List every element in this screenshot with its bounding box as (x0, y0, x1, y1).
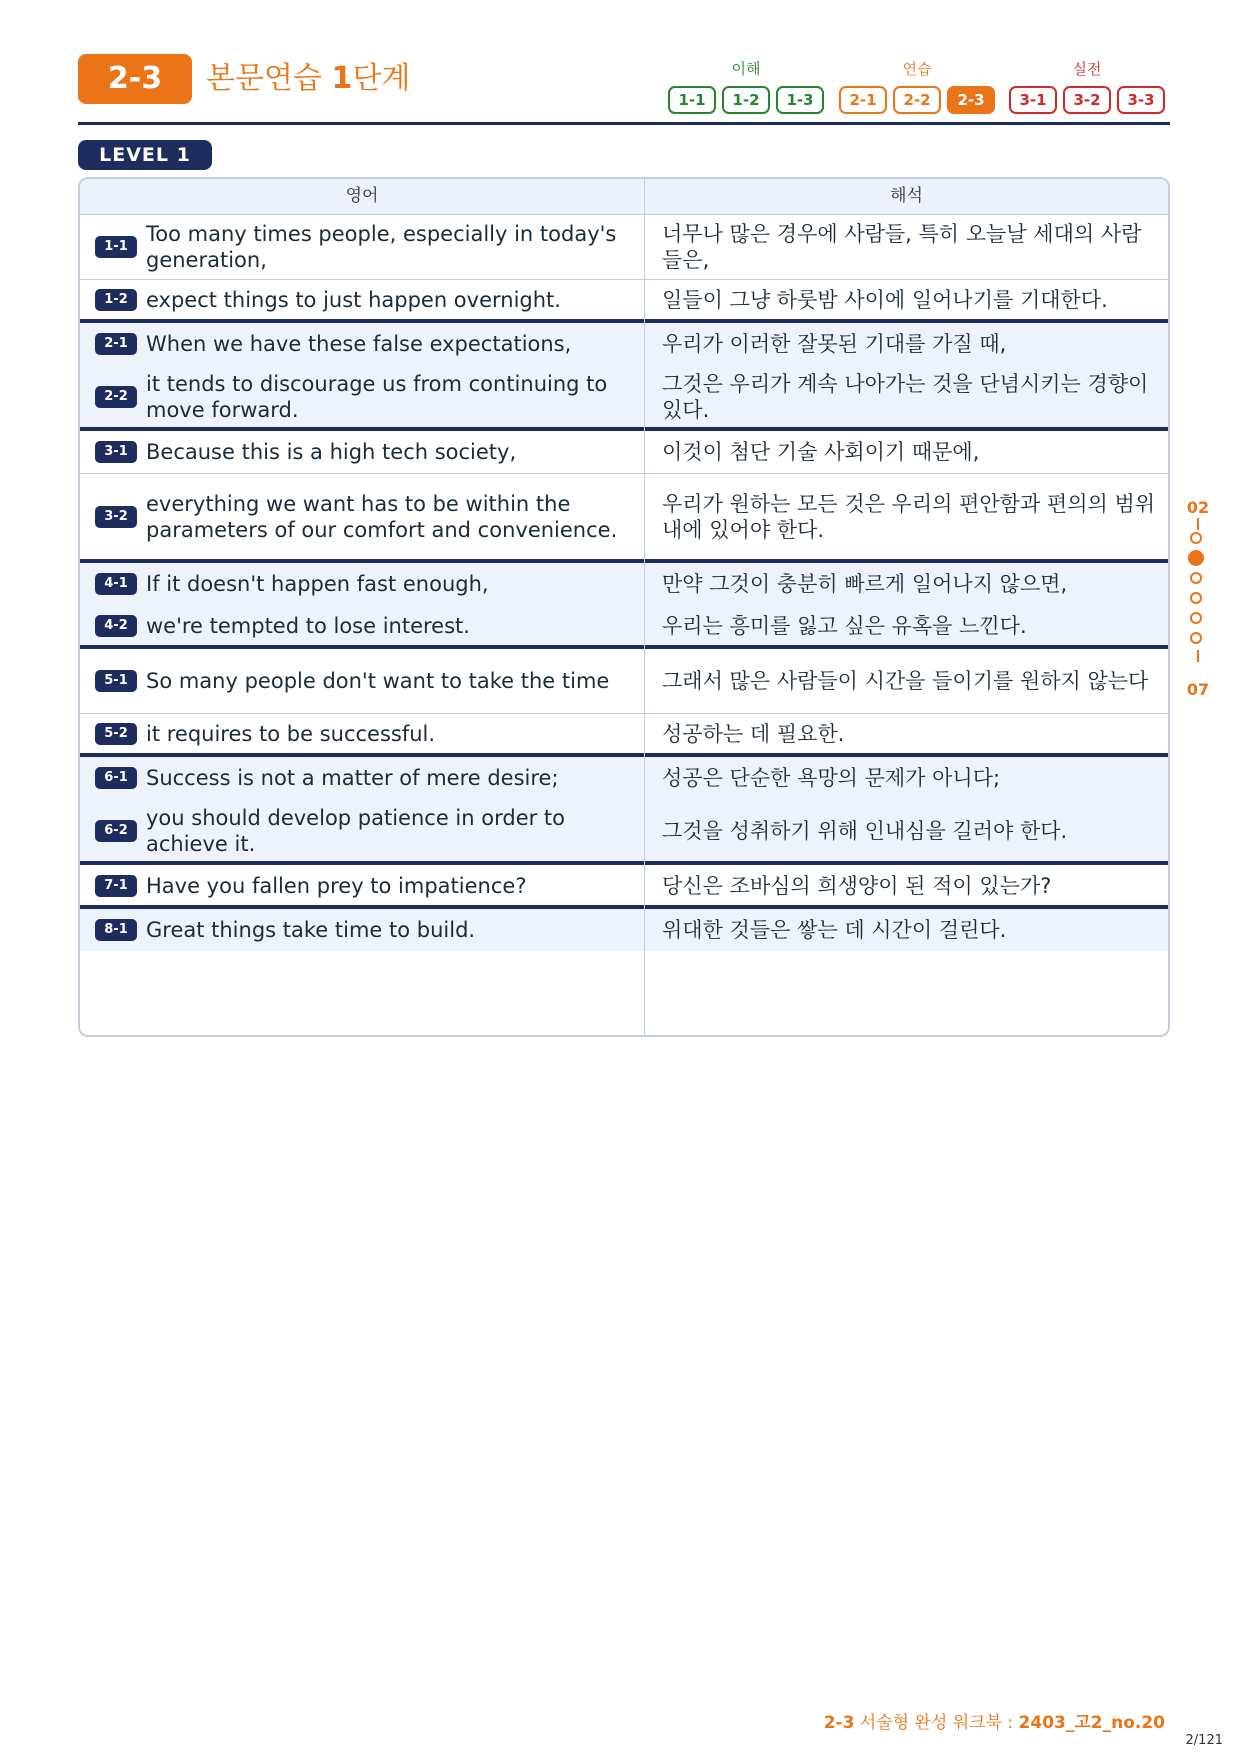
footer-code: 2403_고2_no.20 (1018, 1713, 1165, 1733)
english-sentence: everything we want has to be within the parameters of our comfort and convenience. (146, 492, 618, 542)
english-sentence: expect things to just happen overnight. (146, 288, 561, 312)
korean-translation: 성공하는 데 필요한. (662, 722, 845, 746)
step-group-label-exam: 실전 (1072, 60, 1102, 78)
section-badge: 2-3 (78, 54, 192, 104)
english-sentence: it requires to be successful. (146, 722, 436, 746)
korean-translation: 성공은 단순한 욕망의 문제가 아니다; (662, 766, 1001, 790)
page-title (206, 56, 410, 102)
step-button-1-1[interactable]: 1-1 (668, 86, 716, 114)
title-prefix: 본문연습 (206, 61, 332, 96)
footer-workbook: 서술형 완성 워크북 : (854, 1713, 1019, 1733)
side-nav-dot[interactable] (1190, 592, 1202, 604)
column-divider (644, 179, 645, 1035)
step-button-1-3[interactable]: 1-3 (776, 86, 824, 114)
step-button-3-2[interactable]: 3-2 (1063, 86, 1111, 114)
sentence-number-badge: 1-2 (95, 289, 137, 311)
step-button-3-3[interactable]: 3-3 (1117, 86, 1165, 114)
side-nav-top-label: 02 (1186, 498, 1210, 517)
korean-translation: 일들이 그냥 하룻밤 사이에 일어나기를 기대한다. (662, 288, 1108, 312)
table-row (80, 713, 1168, 755)
english-sentence: Because this is a high tech society, (146, 440, 517, 464)
step-button-1-2[interactable]: 1-2 (722, 86, 770, 114)
table-row (80, 473, 1168, 561)
table-row (80, 757, 1168, 799)
side-nav-dot[interactable] (1190, 572, 1202, 584)
english-sentence: it tends to discourage us from continuing to move forward. (146, 372, 608, 422)
english-sentence: Success is not a matter of mere desire; (146, 766, 559, 790)
table-row (80, 215, 1168, 279)
sentence-number-badge: 5-1 (95, 670, 137, 692)
footer-section: 2-3 (823, 1713, 855, 1733)
translation-table (78, 177, 1170, 1037)
footer (824, 1708, 1165, 1733)
side-nav-dot[interactable] (1190, 532, 1202, 544)
sentence-number-badge: 8-1 (95, 919, 137, 941)
sentence-number-badge: 3-2 (95, 506, 137, 528)
table-row (80, 563, 1168, 605)
english-sentence: you should develop patience in order to achieve it. (146, 806, 566, 856)
english-sentence: So many people don't want to take the time (146, 669, 610, 693)
korean-translation: 너무나 많은 경우에 사람들, 특히 오늘날 세대의 사람들은, (662, 222, 1142, 272)
sentence-number-badge: 7-1 (95, 875, 137, 897)
korean-translation: 만약 그것이 충분히 빠르게 일어나지 않으면, (662, 572, 1068, 596)
step-button-2-3[interactable]: 2-3 (947, 86, 995, 114)
sentence-number-badge: 2-2 (95, 386, 137, 408)
english-sentence: we're tempted to lose interest. (146, 614, 470, 638)
side-nav-dot-active[interactable] (1188, 550, 1204, 566)
step-button-2-1[interactable]: 2-1 (839, 86, 887, 114)
table-row (80, 605, 1168, 647)
table-row (80, 909, 1168, 951)
sentence-number-badge: 5-2 (95, 723, 137, 745)
table-row (80, 431, 1168, 473)
table-row (80, 365, 1168, 429)
title-suffix: 단계 (352, 61, 411, 96)
korean-translation: 우리가 이러한 잘못된 기대를 가질 때, (662, 332, 1007, 356)
side-nav-bottom-label: 07 (1186, 680, 1210, 699)
table-row (80, 799, 1168, 863)
sentence-number-badge: 6-1 (95, 767, 137, 789)
english-sentence: Have you fallen prey to impatience? (146, 874, 527, 898)
step-button-2-2[interactable]: 2-2 (893, 86, 941, 114)
korean-translation: 당신은 조바심의 희생양이 된 적이 있는가? (662, 874, 1052, 898)
sentence-number-badge: 4-1 (95, 573, 137, 595)
step-button-3-1[interactable]: 3-1 (1009, 86, 1057, 114)
english-sentence: Great things take time to build. (146, 918, 476, 942)
korean-translation: 그것은 우리가 계속 나아가는 것을 단념시키는 경향이 있다. (662, 372, 1149, 422)
korean-translation: 위대한 것들은 쌓는 데 시간이 걸린다. (662, 918, 1007, 942)
col-header-english: 영어 (345, 186, 379, 206)
side-nav-dot[interactable] (1190, 632, 1202, 644)
step-group-label-practice: 연습 (902, 60, 932, 78)
level-badge: LEVEL 1 (78, 140, 212, 170)
page-number: 2/121 (1185, 1733, 1223, 1748)
korean-translation: 우리가 원하는 모든 것은 우리의 편안함과 편의의 범위 내에 있어야 한다. (662, 492, 1156, 542)
korean-translation: 그것을 성취하기 위해 인내심을 길러야 한다. (662, 819, 1068, 843)
table-row (80, 279, 1168, 321)
korean-translation: 이것이 첨단 기술 사회이기 때문에, (662, 440, 980, 464)
side-nav-dot[interactable] (1190, 612, 1202, 624)
title-bold: 1 (331, 61, 353, 96)
side-nav-line-bottom (1197, 650, 1199, 662)
english-sentence: Too many times people, especially in today's generation, (146, 222, 617, 272)
table-row (80, 865, 1168, 907)
side-nav-line-top (1197, 518, 1199, 530)
english-sentence: If it doesn't happen fast enough, (146, 572, 489, 596)
col-header-korean: 해석 (890, 186, 923, 206)
korean-translation: 우리는 흥미를 잃고 싶은 유혹을 느낀다. (662, 614, 1027, 638)
header-divider (78, 122, 1170, 125)
sentence-number-badge: 6-2 (95, 820, 137, 842)
sentence-number-badge: 2-1 (95, 333, 137, 355)
table-row (80, 649, 1168, 713)
sentence-number-badge: 4-2 (95, 615, 137, 637)
korean-translation: 그래서 많은 사람들이 시간을 들이기를 원하지 않는다 (662, 669, 1149, 693)
english-sentence: When we have these false expectations, (146, 332, 572, 356)
step-group-label-understanding: 이해 (731, 60, 761, 78)
table-row (80, 323, 1168, 365)
sentence-number-badge: 3-1 (95, 441, 137, 463)
table-header (80, 179, 1168, 215)
sentence-number-badge: 1-1 (95, 236, 137, 258)
